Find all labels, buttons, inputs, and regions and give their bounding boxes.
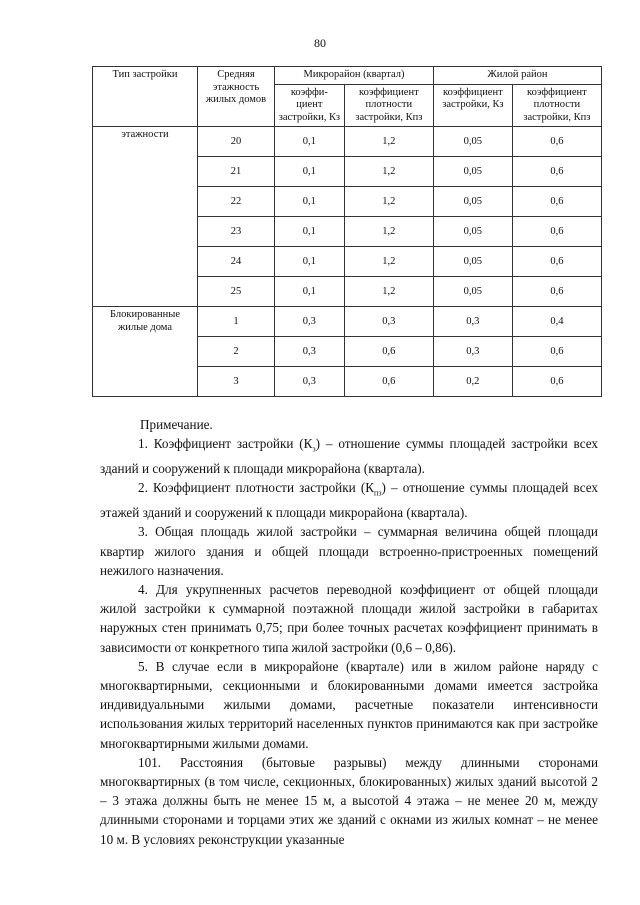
table-cell: 0,6 [512,277,601,307]
header-average-floors: Средняя этажность жилых домов [198,67,275,127]
table-cell: 0,3 [433,307,512,337]
table-cell: 0,6 [512,157,601,187]
table-row [93,307,602,337]
note-5: 5. В случае если в микрорайоне (квартале) или в жилом районе наряду с многоквартирными, секционными и блокированными домами имеется застройка индивидуальными жилыми домами, расчетные показатели интенсивности использования жилых территорий населенных пунктов принимаются как при застройке многоквартирными жилыми домами. [100,658,598,751]
table-cell: 1 [198,307,275,337]
table-cell: 1,2 [344,277,433,307]
table-cell: 0,1 [275,127,345,157]
note-2 [100,478,598,522]
paragraph-101: 101. Расстояния (бытовые разрывы) между длинными сторонами многоквартирных (в том числе, секционных, блокированных) жилых зданий высотой 2 – 3 этажа должны быть не менее 15 м, а высотой 4 этажа – не менее 20 м, между длинными сторонами и торцами этих же зданий с окнами из жилых комнат – не менее 10 м. В условиях реконструкции указанные [100,754,598,847]
table-cell: 0,6 [512,217,601,247]
table-cell: 20 [198,127,275,157]
table-cell: 3 [198,367,275,397]
table-cell: 0,05 [433,247,512,277]
header-building-type: Тип застройки [93,67,198,127]
table-cell: 22 [198,187,275,217]
group-label-text: Блокированные жилые дома [109,309,181,333]
table-cell: 0,2 [433,367,512,397]
note-2-text-end: ) – отношение суммы площадей всех этажей зданий и сооружений к площади микрорайона (квартала). [100,480,598,521]
table-cell: 0,1 [275,157,345,187]
table-header-row-1 [93,67,602,85]
table-cell: 0,05 [433,157,512,187]
header-residential-district: Жилой район [433,67,601,85]
note-1-text: 1. Коэффициент застройки (К [138,436,313,452]
group-label-floors [93,127,198,307]
table-cell: 1,2 [344,217,433,247]
note-1-subscript: з [312,444,316,454]
table-cell: 0,3 [275,337,345,367]
table-cell: 0,05 [433,187,512,217]
table-cell: 0,6 [512,337,601,367]
table-cell: 0,6 [512,367,601,397]
table-cell: 0,6 [512,187,601,217]
note-3: 3. Общая площадь жилой застройки – суммарная величина общей площади квартир жилого здания и общей площади встроенно-пристроенных помещений нежилого назначения. [100,524,598,578]
table-cell: 0,3 [275,367,345,397]
note-2-text: 2. Коэффициент плотности застройки (К [138,480,375,496]
table-cell: 23 [198,217,275,247]
table-cell: 0,1 [275,247,345,277]
table-cell: 0,1 [275,217,345,247]
notes-section [100,415,598,849]
table-cell: 0,1 [275,277,345,307]
page-number: 80 [314,36,326,50]
table-cell: 0,4 [512,307,601,337]
table-cell: 1,2 [344,127,433,157]
table-cell: 1,2 [344,157,433,187]
table-cell: 0,6 [344,337,433,367]
building-density-table [92,66,602,397]
header-microdistrict: Микрорайон (квартал) [275,67,434,85]
table-cell: 25 [198,277,275,307]
table-cell: 1,2 [344,187,433,217]
table-cell: 0,1 [275,187,345,217]
note-2-subscript: пз [374,488,382,498]
notes-title: Примечание. [140,417,213,432]
table-cell: 0,3 [344,307,433,337]
header-kpz-residential: коэффициент плотности застройки, Кпз [512,84,601,127]
table-row [93,127,602,157]
table-cell: 0,05 [433,277,512,307]
note-4: 4. Для укрупненных расчетов переводной коэффициент от общей площади жилой застройки к суммарной поэтажной площади жилой застройки в габаритах наружных стен принимать 0,75; при более точных расчетах коэффициент принимать в зависимости от конкретного типа жилой застройки (0,6 – 0,86). [100,581,598,655]
note-1 [100,434,598,478]
header-kz-residential: коэффициент застройки, Кз [433,84,512,127]
group-label-text: этажности [121,129,169,141]
table-cell: 24 [198,247,275,277]
table-cell: 2 [198,337,275,367]
table-cell: 0,3 [433,337,512,367]
table-cell: 0,05 [433,127,512,157]
header-kpz-microdistrict: коэффициент плотности застройки, Кпз [344,84,433,127]
table-cell: 0,6 [512,247,601,277]
group-label-blocked-houses [93,307,198,397]
table-cell: 0,05 [433,217,512,247]
table-cell: 0,6 [512,127,601,157]
table-cell: 1,2 [344,247,433,277]
table-cell: 0,3 [275,307,345,337]
table-cell: 0,6 [344,367,433,397]
note-1-text-end: ) – отношение суммы площадей застройки всех зданий и сооружений к площади микрорайона (квартала). [100,436,598,477]
table-cell: 21 [198,157,275,187]
header-kz-microdistrict: коэффи-циент застройки, Кз [275,84,345,127]
